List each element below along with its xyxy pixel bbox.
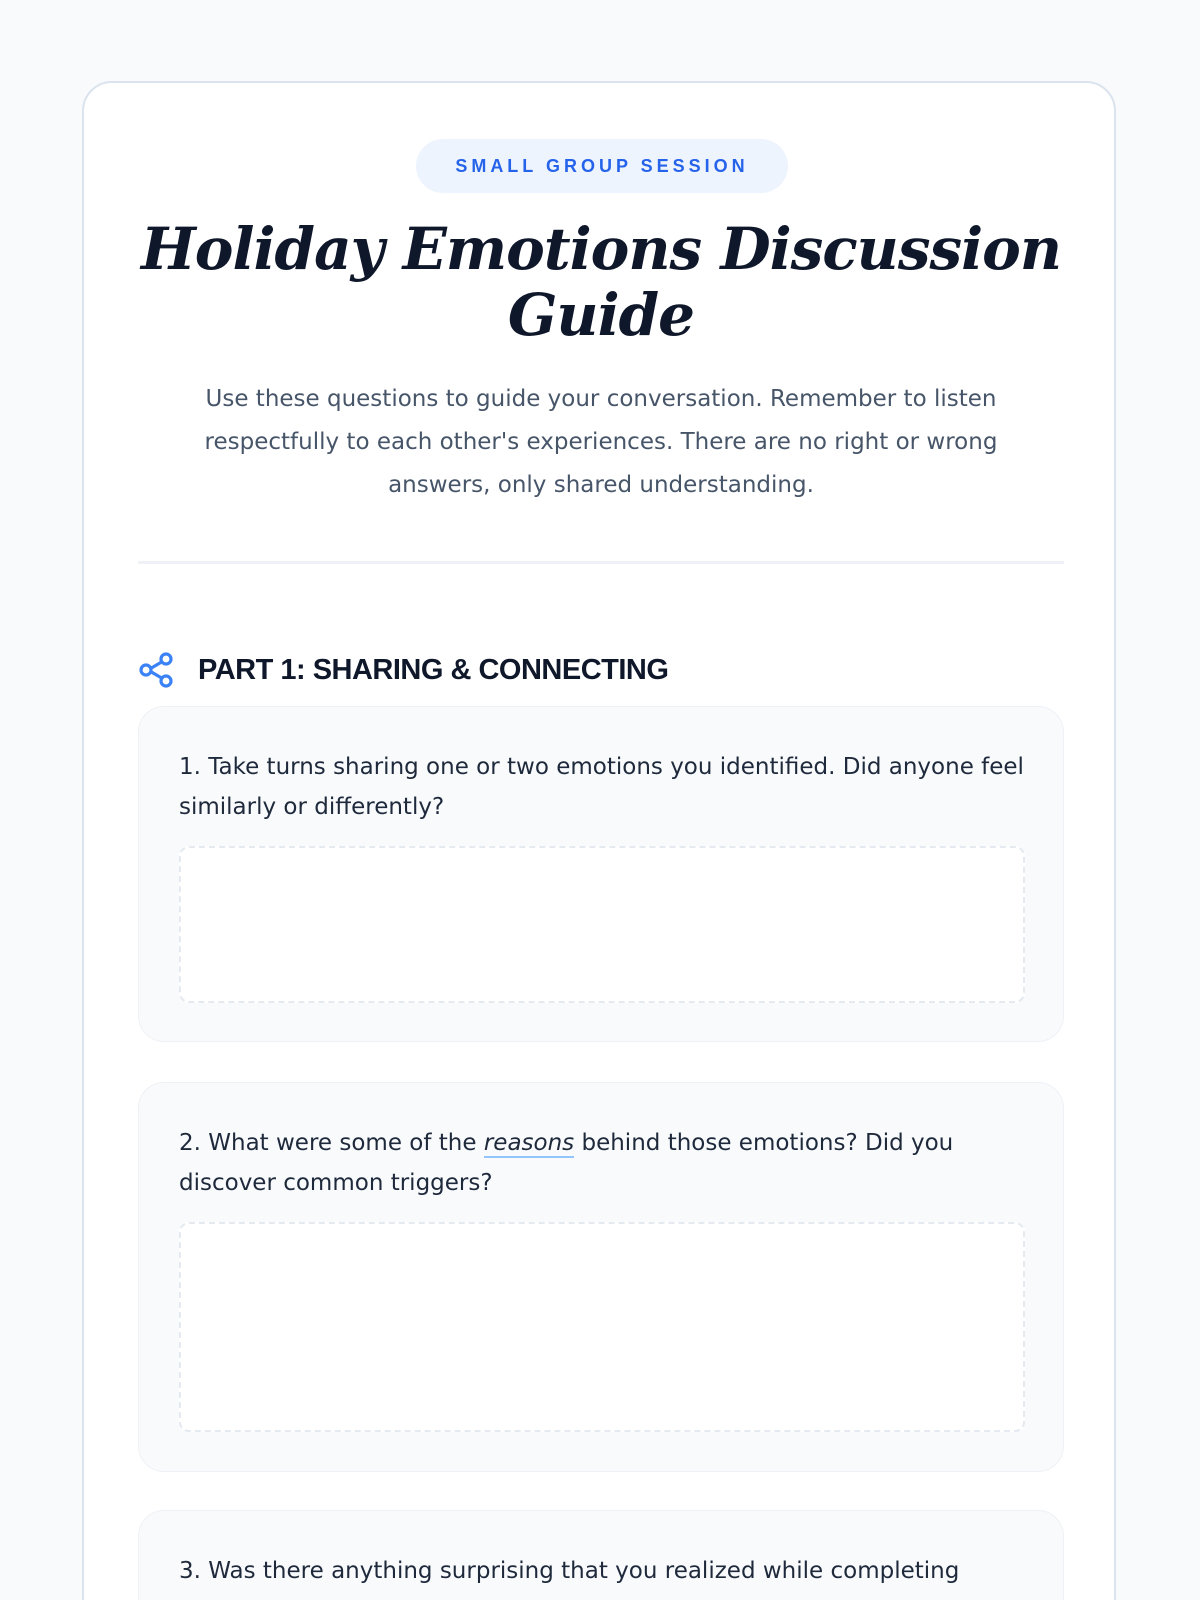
emphasis-word: reasons: [483, 1130, 575, 1156]
question-text: [179, 1123, 1029, 1203]
share-icon: [138, 651, 176, 689]
question-text-suffix: behind those emotions? Did you discover common triggers?: [179, 1130, 954, 1196]
question-card: [138, 1510, 1064, 1600]
answer-field[interactable]: [179, 846, 1025, 1003]
discussion-guide-card: [82, 81, 1116, 1600]
session-badge: SMALL GROUP SESSION: [416, 139, 788, 193]
answer-field[interactable]: [179, 1222, 1025, 1432]
divider: [138, 561, 1064, 564]
section-title: PART 1: SHARING & CONNECTING: [198, 653, 669, 686]
question-text-prefix: 2. What were some of the: [179, 1130, 484, 1156]
page-title: Holiday Emotions Discussion Guide: [140, 215, 1062, 349]
question-card: [138, 706, 1064, 1042]
question-text: 3. Was there anything surprising that you realized while completing: [179, 1558, 960, 1584]
intro-text: Use these questions to guide your conversation. Remember to listen respectfully to each other's experiences. There are no right or wrong answers, only shared understanding.: [204, 386, 998, 498]
question-text: 1. Take turns sharing one or two emotions you identified. Did anyone feel similarly or differently?: [179, 754, 1024, 820]
section-header: [138, 650, 668, 690]
question-card: [138, 1082, 1064, 1472]
